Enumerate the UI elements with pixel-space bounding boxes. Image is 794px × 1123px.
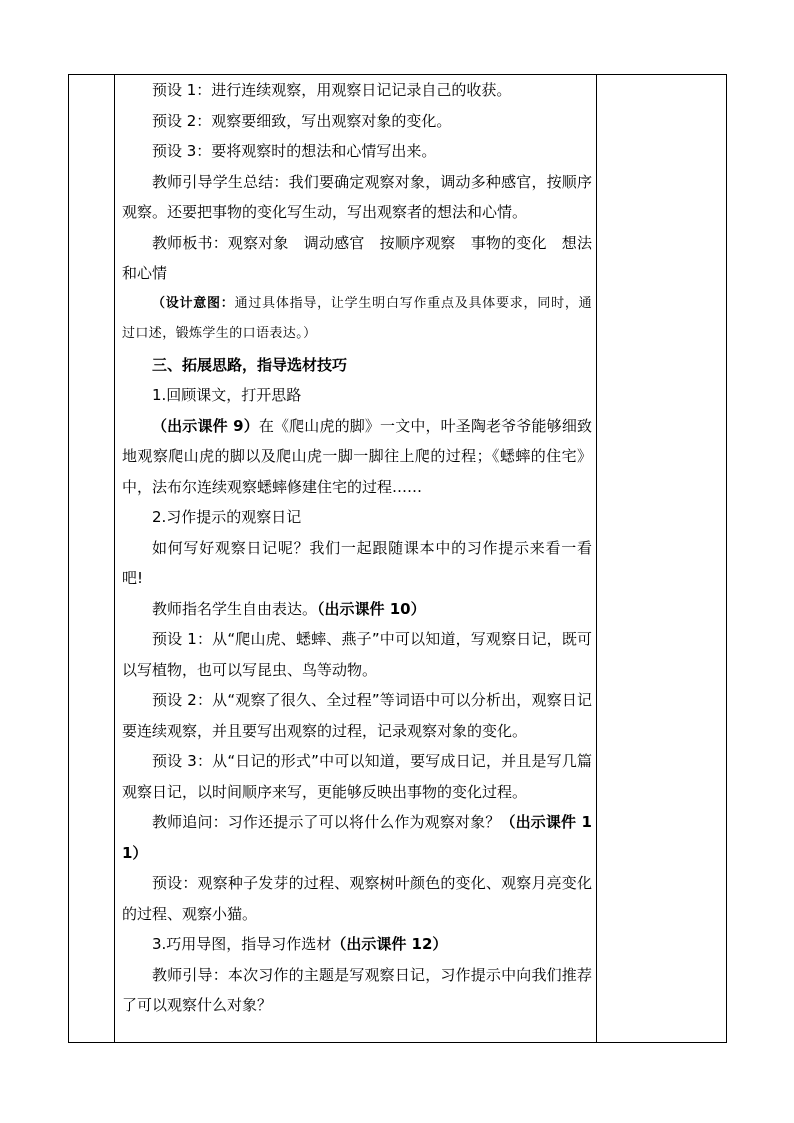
paragraph: 预设 2：观察要细致，写出观察对象的变化。 [152,111,452,130]
content-cell [115,75,597,1043]
left-empty-cell [69,75,115,1043]
paragraph-text: 3.巧用导图，指导习作选材 [152,935,332,953]
paragraph: 教师引导：本次习作的主题是写观察日记，习作提示中向我们推荐了可以观察什么对象？ [122,965,592,1014]
slide-ref: （出示课件 12） [331,935,448,953]
design-intent-text: 通过具体指导，让学生明白写作重点及具体要求，同时，通过口述，锻炼学生的口语表达。） [122,295,593,341]
paragraph-text: 教师追问：习作还提示了可以将什么作为观察对象？ [152,813,501,831]
paragraph: 预设 3：要将观察时的想法和心情写出来。 [152,142,437,160]
paragraph [122,594,592,625]
right-empty-cell [597,75,727,1043]
lesson-plan-table [68,74,727,1043]
paragraph: 如何写好观察日记呢？我们一起跟随课本中的习作提示来看一看吧! [122,538,592,587]
slide-ref: （出示课件 11） [122,813,592,862]
slide-ref: （出示课件 10） [317,599,426,618]
paragraph-text: 教师指名学生自由表达。 [152,599,318,618]
design-intent-label: （设计意图： [152,295,235,311]
paragraph: 教师引导学生总结：我们要确定观察对象，调动多种感官，按顺序观察。还要把事物的变化写生动，写出观察者的想法和心情。 [122,172,592,221]
subheading: 1.回顾课文，打开思路 [152,386,302,404]
paragraph [122,411,592,503]
paragraph: 预设 2：从“观察了很久、全过程”等词语中可以分析出，观察日记要连续观察，并且要写出观察的过程，记录观察对象的变化。 [122,691,592,740]
paragraph: 预设 3：从“日记的形式”中可以知道，要写成日记，并且是写几篇观察日记，以时间顺序来写，更能够反映出事物的变化过程。 [122,752,592,801]
paragraph: 预设 1：从“爬山虎、蟋蟀、燕子”中可以知道，写观察日记，既可以写植物，也可以写昆虫、鸟等动物。 [122,630,592,679]
slide-ref: （出示课件 9） [152,416,259,435]
subheading [122,929,592,960]
section-heading: 三、拓展思路，指导选材技巧 [152,355,348,374]
paragraph [122,807,592,868]
subheading: 2.习作提示的观察日记 [152,508,302,526]
design-intent [122,289,592,350]
paragraph-text: 在《爬山虎的脚》一文中，叶圣陶老爷爷能够细致地观察爬山虎的脚以及爬山虎一脚一脚往上爬的过程；《蟋蟀的住宅》中，法布尔连续观察蟋蟀修建住宅的过程…… [122,416,592,496]
paragraph: 教师板书：观察对象 调动感官 按顺序观察 事物的变化 想法和心情 [122,233,592,282]
paragraph: 预设 1：进行连续观察，用观察日记记录自己的收获。 [152,81,512,99]
paragraph: 预设：观察种子发芽的过程、观察树叶颜色的变化、观察月亮变化的过程、观察小猫。 [122,874,592,923]
